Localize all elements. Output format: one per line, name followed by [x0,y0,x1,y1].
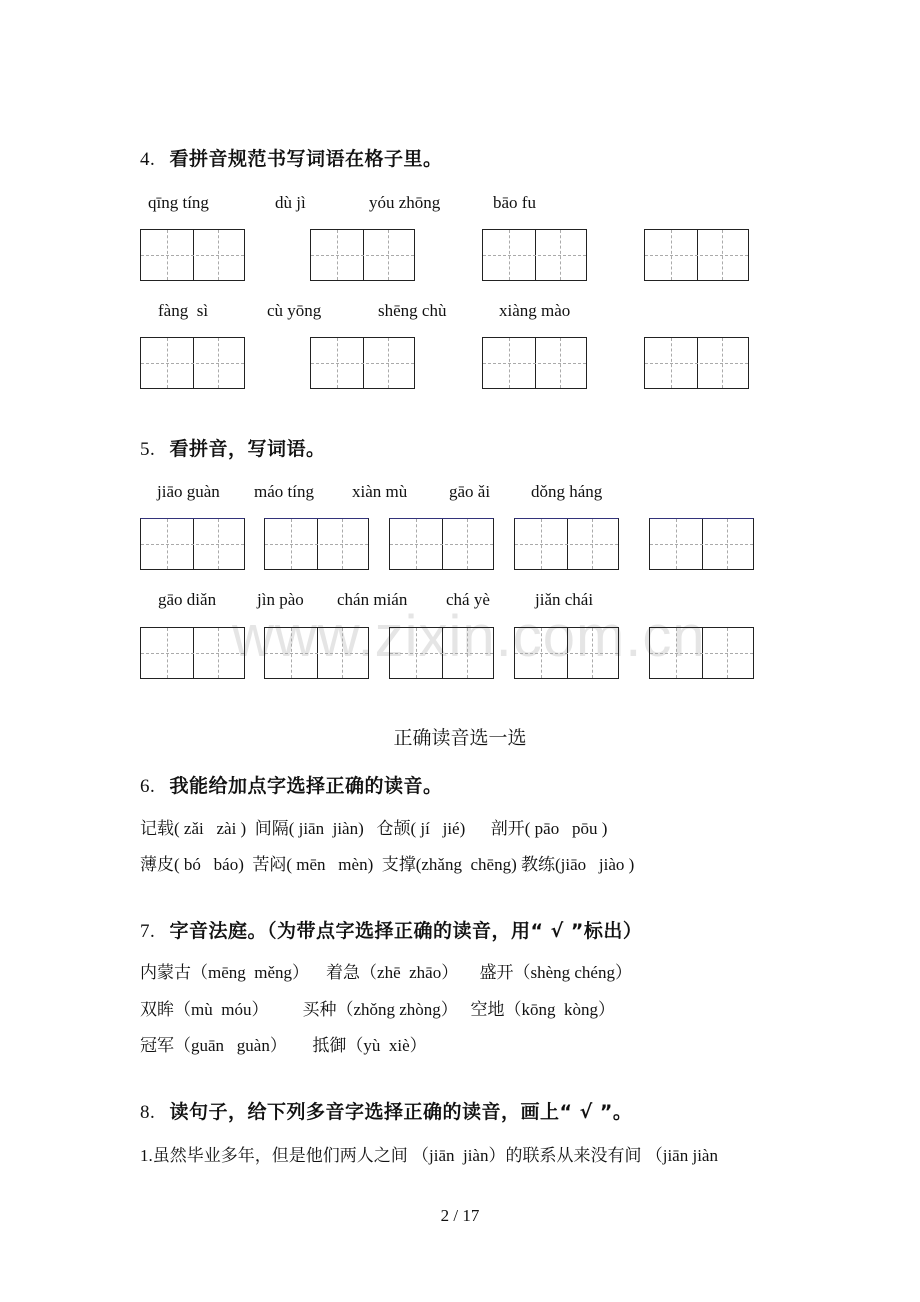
writing-grid-box [514,627,619,679]
writing-grid-box [389,518,494,570]
pinyin-label: chán mián [337,590,408,609]
writing-grid-box [644,337,749,389]
section-6-number: 6. [140,776,156,797]
pinyin-label: shēng chù [378,301,447,320]
question-line: 冠军（guān guàn） 抵御（yù xiè） [140,1036,427,1055]
pinyin-label: gāo ǎi [449,482,491,501]
pinyin-label: cù yōng [267,301,322,320]
section-8-heading [140,1103,632,1122]
section-4-number: 4. [140,149,156,170]
pinyin-label: yóu zhōng [369,193,441,212]
section-5-title: 看拼音，写词语。 [169,438,326,460]
writing-grid-box [140,229,245,281]
question-line: 记载( zǎi zài ) 间隔( jiān jiàn) 仓颉( jí jié) 剖开( pāo pōu ) [140,819,608,838]
page-number: 2 / 17 [440,1206,480,1225]
pinyin-label: fàng sì [158,301,209,320]
writing-grid-box [140,337,245,389]
writing-grid-box [644,229,749,281]
section-5-heading [140,440,326,459]
writing-grid-box [264,627,369,679]
section-7-number: 7. [140,921,156,942]
writing-grid-box [649,518,754,570]
writing-grid-box [482,337,587,389]
question-line: 内蒙古（mēng měng） 着急（zhē zhāo） 盛开（shèng chéng） [140,963,632,982]
pinyin-label: xiàn mù [352,482,408,501]
pinyin-label: jiāo guàn [157,482,220,501]
writing-grid-box [140,518,245,570]
section-4-title: 看拼音规范书写词语在格子里。 [169,148,443,170]
pinyin-label: jiǎn chái [535,590,594,609]
writing-grid-box [649,627,754,679]
section-4-heading [140,150,443,169]
section-7-title: 字音法庭。（为带点字选择正确的读音，用“ √ ”标出） [169,920,643,942]
pinyin-label: dǒng háng [531,482,603,501]
pinyin-label: bāo fu [493,193,536,212]
writing-grid-box [310,337,415,389]
section-5-number: 5. [140,439,156,460]
writing-grid-box [264,518,369,570]
pinyin-label: chá yè [446,590,490,609]
writing-grid-box [310,229,415,281]
writing-grid-box [482,229,587,281]
writing-grid-box [140,627,245,679]
center-section-title: 正确读音选一选 [393,727,527,749]
writing-grid-box [389,627,494,679]
writing-grid-box [514,518,619,570]
pinyin-label: jìn pào [257,590,304,609]
pinyin-label: xiàng mào [499,301,571,320]
section-8-number: 8. [140,1102,156,1123]
pinyin-label: gāo diǎn [158,590,217,609]
pinyin-label: máo tíng [254,482,314,501]
section-6-heading [140,777,443,796]
question-line: 薄皮( bó báo) 苦闷( mēn mèn) 支撑(zhǎng chēng) 教练(jiāo jiào ) [140,855,635,874]
pinyin-label: dù jì [275,193,306,212]
section-8-title: 读句子，给下列多音字选择正确的读音，画上“ √ ”。 [169,1101,633,1123]
question-line: 双眸（mù móu） 买种（zhǒng zhòng） 空地（kōng kòng） [140,1000,616,1019]
section-7-heading [140,922,642,941]
watermark: www.zixin.com.cn [232,604,706,669]
question-line: 1.虽然毕业多年，但是他们两人之间 （jiān jiàn）的联系从来没有间 （jiān jiàn [140,1146,718,1165]
section-6-title: 我能给加点字选择正确的读音。 [169,775,443,797]
pinyin-label: qīng tíng [148,193,209,212]
